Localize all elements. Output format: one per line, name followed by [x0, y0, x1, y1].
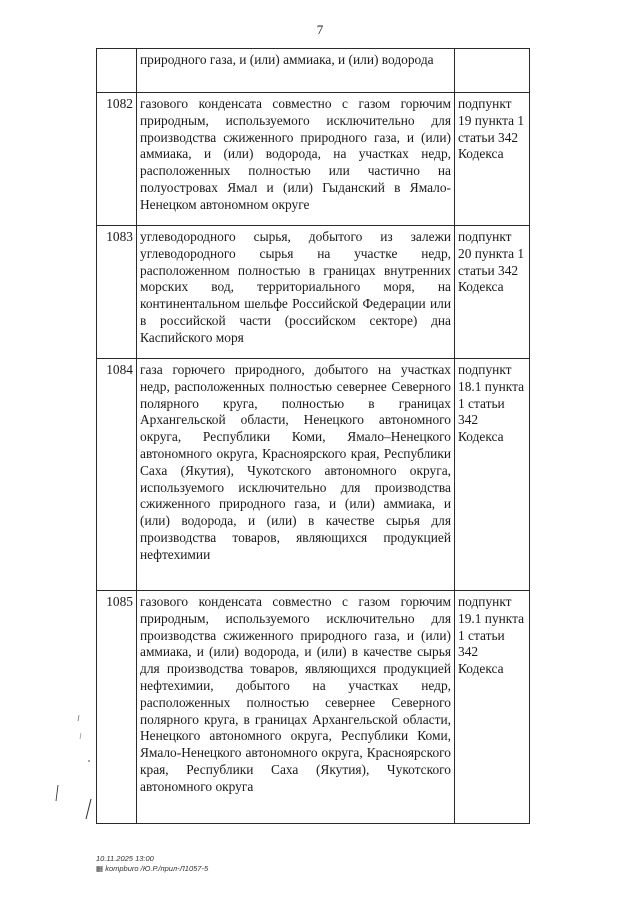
row-number: 1084: [97, 359, 137, 591]
footer-path: [96, 864, 208, 874]
row-number: 1083: [97, 226, 137, 359]
row-number: 1082: [97, 93, 137, 226]
page-number: 7: [316, 22, 324, 37]
row-text: природного газа, и (или) аммиака, и (или) водорода: [137, 49, 455, 93]
row-reference: подпункт 19.1 пункта 1 статьи 342 Кодекса: [455, 591, 530, 824]
footer-path-text: kompburo /Ю.Р./прил-Л1057-5: [105, 864, 209, 873]
row-number: [97, 49, 137, 93]
row-number: 1085: [97, 591, 137, 824]
table-row: [97, 359, 530, 591]
document-icon: ▦: [96, 864, 104, 873]
scan-marks: [55, 715, 95, 825]
row-reference: подпункт 18.1 пункта 1 статьи 342 Кодекса: [455, 359, 530, 591]
row-reference: подпункт 19 пункта 1 статьи 342 Кодекса: [455, 93, 530, 226]
table-row: [97, 93, 530, 226]
footer-date: 10.11.2025 13:00: [96, 854, 154, 863]
row-reference: подпункт 20 пункта 1 статьи 342 Кодекса: [455, 226, 530, 359]
row-text: углеводородного сырья, добытого из залежи углеводородного сырья на участке недр, расположенном полностью в границах внутренних морских вод, территориального моря, на континентальном шельфе Российской Федерации или в российской части (российском секторе) дна Каспийского моря: [137, 226, 455, 359]
row-text: газового конденсата совместно с газом горючим природным, используемого исключительно для производства сжиженного природного газа, и (или) аммиака, и (или) водорода, на участках недр, расположенных полностью или частично на полуостровах Ямал и (или) Гыданский в Ямало-Ненецком автономном округе: [137, 93, 455, 226]
row-text: газа горючего природного, добытого на участках недр, расположенных полностью севернее Северного полярного круга, полностью в границах Архангельской области, Ненецкого автономного округа, Республики Коми, Ямало–Ненецкого автономного округа, Красноярского края, Республики Саха (Якутия), Чукотского автономного округа, используемого исключительно для производства сжиженного природного газа, и (или) аммиака, и (или) водорода, и (или) в качестве сырья для производства товаров, являющихся продукцией нефтехимии: [137, 359, 455, 591]
row-text: газового конденсата совместно с газом горючим природным, используемого исключительно для производства сжиженного природного газа, и (или) аммиака, и (или) водорода, и (или) в качестве сырья для производства товаров, являющихся продукцией нефтехимии, добытого на участках недр, расположенных полностью севернее Северного полярного круга, в границах Архангельской области, Ненецкого автономного округа, Республики Коми, Ямало-Ненецкого автономного округа, Красноярского края, Республики Саха (Якутия), Чукотского автономного округа: [137, 591, 455, 824]
row-reference: [455, 49, 530, 93]
document-table: [96, 48, 530, 824]
document-footer: [96, 854, 208, 874]
table-row: [97, 226, 530, 359]
table-row: [97, 49, 530, 93]
table-row: [97, 591, 530, 824]
